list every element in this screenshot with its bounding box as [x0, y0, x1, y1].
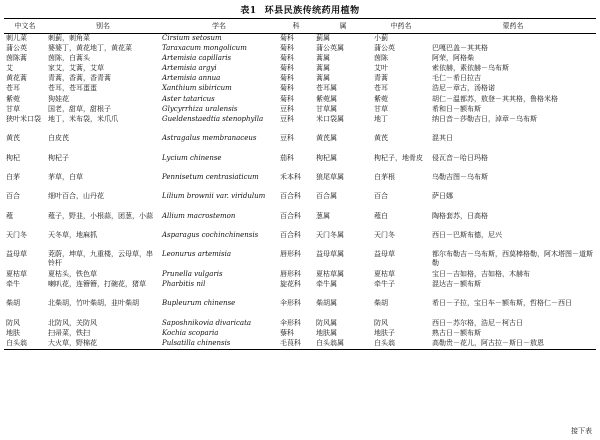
cell-scientific-name: Cirsium setosum [162, 34, 222, 42]
cell-mongolian-name: 浩尼－章古，汤格诺 [432, 84, 495, 93]
cell-family: 豆科 [280, 134, 294, 143]
cell-family: 菊科 [280, 94, 294, 103]
cell-mongolian-name: 纳日音－莎勒吉日，淖章－乌布斯 [432, 114, 537, 123]
cell-family: 菊科 [280, 74, 294, 83]
table-row [4, 270, 596, 280]
cell-mongolian-name: 乌勒吉图－乌布斯 [432, 172, 488, 181]
cell-mongolian-name: 阿荣，阿格柴 [432, 54, 474, 63]
cell-chinese-name: 蒲公英 [6, 44, 27, 53]
table-row [4, 173, 596, 192]
cell-genus: 狼尾草属 [316, 172, 344, 181]
table-row [4, 74, 596, 84]
cell-chinese-name: 益母草 [6, 250, 27, 259]
cell-chinese-name: 柴胡 [6, 299, 20, 308]
cell-chinese-name: 黄花蒿 [6, 74, 27, 83]
cell-alias: 天冬草，地麻抓 [48, 231, 97, 240]
cell-chinese-name: 百合 [6, 192, 20, 201]
cell-genus: 枸杞属 [316, 153, 337, 162]
cell-alias: 青蒿，香蒿，香青蒿 [48, 74, 111, 83]
cell-tcm-name: 防风 [374, 318, 388, 327]
cell-family: 菊科 [280, 64, 294, 73]
cell-genus: 牵牛属 [316, 279, 337, 288]
header-mongolian-name: 蒙药名 [430, 19, 596, 34]
cell-tcm-name: 柴胡 [374, 299, 388, 308]
cell-chinese-name: 紫菀 [6, 94, 20, 103]
cell-mongolian-name: 混其日 [432, 134, 453, 143]
cell-genus: 百合属 [316, 192, 337, 201]
table-row [4, 105, 596, 115]
cell-chinese-name: 黄芪 [6, 134, 20, 143]
cell-scientific-name: Artemisia annua [162, 74, 221, 83]
table-number: 表1 [240, 6, 257, 16]
cell-alias: 北防风，关防风 [48, 318, 97, 327]
cell-genus: 蒿属 [316, 54, 330, 63]
cell-tcm-name: 黄芪 [374, 134, 388, 143]
cell-scientific-name: Asparagus cochinchinensis [162, 231, 259, 240]
cell-genus: 葱属 [316, 211, 330, 220]
cell-scientific-name: Artemisia argyi [162, 64, 217, 73]
table-row [4, 154, 596, 173]
cell-chinese-name: 枸杞 [6, 153, 20, 162]
cell-alias: 刺蓟，刺角菜 [48, 34, 90, 42]
cell-genus: 黄芪属 [316, 134, 337, 143]
cell-tcm-name: 白头翁 [372, 339, 430, 350]
cell-mongolian-name: 宝日－吉如格，吉如格，木赫布 [432, 269, 530, 278]
cell-alias: 北柴胡，竹叶柴胡，韭叶柴胡 [48, 299, 139, 308]
cell-scientific-name: Artemisia capillaris [162, 54, 232, 63]
cell-genus: 蒿属 [316, 74, 330, 83]
header-alias: 别名 [46, 19, 160, 34]
cell-genus: 米口袋属 [316, 114, 344, 123]
cell-scientific-name: Pharbitis nil [162, 279, 206, 288]
table-row [4, 95, 596, 105]
cell-scientific-name: Saposhnikovia divaricata [162, 318, 252, 327]
plant-table [4, 18, 596, 350]
cell-mongolian-name: 巴嘎巴盖－其其格 [432, 44, 488, 53]
cell-scientific-name: Aster tataricus [162, 94, 215, 103]
header-tcm-name: 中药名 [372, 19, 430, 34]
cell-tcm-name: 天门冬 [374, 231, 395, 240]
cell-alias: 喇叭花，连簪簪，打碗花，猪草 [48, 279, 146, 288]
cell-chinese-name: 地肤 [6, 328, 20, 337]
cell-family: 菊科 [280, 54, 294, 63]
cell-chinese-name: 艾 [6, 64, 13, 73]
cell-chinese-name: 茵陈蒿 [6, 54, 27, 63]
table-caption: 环县民族传统药用植物 [264, 6, 360, 16]
cell-alias: 茅草，白草 [48, 172, 83, 181]
cell-alias: 苍耳，苍耳蛋蛋 [48, 84, 97, 93]
cell-scientific-name: Gueldenstaedtia stenophylla [162, 114, 264, 123]
cell-family: 豆科 [280, 114, 294, 123]
cell-alias: 茺蔚，坤草，九重楼，云母草，串铃杆 [48, 250, 153, 267]
cell-mongolian-name [430, 34, 596, 45]
cell-tcm-name: 牵牛子 [374, 279, 395, 288]
cell-chinese-name: 狭叶米口袋 [6, 114, 41, 123]
cell-alias: 大火草，野棉花 [46, 339, 160, 350]
cell-tcm-name: 百合 [374, 192, 388, 201]
cell-mongolian-name: 西日－巴斯布德，尼兴 [432, 231, 502, 240]
cell-alias: 地丁，米布袋，米爪爪 [48, 114, 118, 123]
cell-chinese-name: 防风 [6, 318, 20, 327]
cell-tcm-name: 小蓟 [374, 34, 388, 42]
cell-scientific-name: Glycyrrhiza uralensis [162, 104, 238, 113]
cell-scientific-name: Astragalus membranaceus [162, 134, 257, 143]
cell-genus: 紫菀属 [316, 94, 337, 103]
cell-family: 旋花科 [280, 279, 301, 288]
cell-scientific-name: Xanthium sibiricum [162, 84, 232, 93]
table-row [4, 212, 596, 231]
cell-mongolian-name: 侵瓦音－哈日玛格 [432, 153, 488, 162]
cell-mongolian-name: 希和日－额布斯 [432, 104, 481, 113]
cell-alias: 茵陈，白蒿头 [48, 54, 90, 63]
cell-mongolian-name: 高勒贵－花儿，阿古拉－斯日－敖恩 [430, 339, 596, 350]
header-chinese-name: 中文名 [4, 19, 46, 34]
cell-family: 禾本科 [280, 172, 301, 181]
cell-tcm-name: 地丁 [374, 114, 388, 123]
cell-alias: 狗娃花 [48, 94, 69, 103]
cell-mongolian-name: 索依赫，素依赫－乌布斯 [432, 64, 509, 73]
table-row [4, 34, 596, 45]
cell-family: 百合科 [280, 192, 301, 201]
header-family: 科 [278, 19, 314, 34]
cell-family: 唇形科 [280, 250, 301, 259]
cell-genus: 柴胡属 [316, 299, 337, 308]
cell-family: 豆科 [280, 104, 294, 113]
table-row [4, 64, 596, 74]
cell-scientific-name: Leonurus artemisia [162, 250, 232, 259]
table-row [4, 54, 596, 64]
cell-genus: 蒿属 [316, 64, 330, 73]
cell-alias: 扫帚菜，铁扫 [48, 328, 90, 337]
cell-mongolian-name: 希日－子拉，宝日车－额布斯，哲格仁－西日 [432, 299, 572, 308]
table-row [4, 192, 596, 211]
cell-tcm-name: 茵陈 [374, 54, 388, 63]
cell-tcm-name: 甘草 [374, 104, 388, 113]
cell-tcm-name: 青蒿 [374, 74, 388, 83]
cell-scientific-name: Kochia scoparia [162, 328, 219, 337]
cell-family: 茄科 [280, 153, 294, 162]
table-row [4, 84, 596, 94]
table-row [4, 329, 596, 339]
cell-alias: 夏枯头，铁色草 [48, 269, 97, 278]
cell-chinese-name: 白茅 [6, 172, 20, 181]
cell-alias: 家艾，艾蒿，艾草 [48, 64, 104, 73]
table-row [4, 339, 596, 350]
cell-family: 伞形科 [280, 299, 301, 308]
cell-mongolian-name: 胡仁－温都苏，敖登－其其格，鲁格米格 [432, 94, 558, 103]
cell-chinese-name: 夏枯草 [6, 269, 27, 278]
cell-scientific-name: Bupleurum chinense [162, 299, 236, 308]
cell-mongolian-name: 熟古日－额布斯 [432, 328, 481, 337]
cell-family: 百合科 [280, 231, 301, 240]
cell-family: 菊科 [280, 84, 294, 93]
cell-mongolian-name: 混达吉－额布斯 [432, 279, 481, 288]
cell-tcm-name: 益母草 [374, 250, 395, 259]
cell-family: 藜科 [280, 328, 294, 337]
cell-chinese-name: 苍耳 [6, 84, 20, 93]
cell-tcm-name: 夏枯草 [374, 269, 395, 278]
cell-family: 伞形科 [280, 318, 301, 327]
cell-genus: 地肤属 [316, 328, 337, 337]
cell-scientific-name: Lilium brownii var. viridulum [162, 192, 266, 201]
cell-scientific-name: Lycium chinense [162, 153, 222, 162]
cell-chinese-name: 刺儿菜 [6, 34, 27, 42]
header-row [4, 19, 596, 34]
cell-genus: 甘草属 [316, 104, 337, 113]
cell-tcm-name: 苍耳 [374, 84, 388, 93]
header-genus: 属 [314, 19, 372, 34]
cell-tcm-name: 枸杞子，地骨皮 [374, 153, 423, 162]
header-scientific-name: 学名 [160, 19, 278, 34]
cell-scientific-name: Pennisetum centrasiaticum [162, 172, 259, 181]
cell-family: 菊科 [280, 44, 294, 53]
cell-genus: 天门冬属 [316, 231, 344, 240]
cell-tcm-name: 薤白 [374, 211, 388, 220]
cell-mongolian-name: 陶格套苏，日高格 [432, 211, 488, 220]
cell-family: 菊科 [280, 34, 294, 42]
cell-chinese-name: 天门冬 [6, 231, 27, 240]
cell-genus: 夏枯草属 [316, 269, 344, 278]
cell-mongolian-name: 西日－苏尔格，浩尼－柯古日 [432, 318, 523, 327]
cell-alias: 薤子，野韭，小根蒜，团葱，小蒜 [48, 211, 153, 220]
cell-genus: 苍耳属 [316, 84, 337, 93]
cell-genus: 益母草属 [316, 250, 344, 259]
cell-chinese-name: 牵牛 [6, 279, 20, 288]
cell-family: 百合科 [280, 211, 301, 220]
table-title [0, 3, 600, 16]
cell-scientific-name: Allium macrostemon [162, 211, 236, 220]
table-row [4, 44, 596, 54]
cell-scientific-name: Pulsatilla chinensis [160, 339, 278, 350]
cell-alias: 婆婆丁，黄花地丁，黄花菜 [48, 44, 132, 53]
cell-tcm-name: 蒲公英 [374, 44, 395, 53]
cell-alias: 国老，甜草，甜根子 [48, 104, 111, 113]
table-row [4, 280, 596, 299]
cell-tcm-name: 地肤子 [374, 328, 395, 337]
cell-scientific-name: Prunella vulgaris [162, 269, 223, 278]
table-row [4, 231, 596, 250]
cell-mongolian-name: 都尔布勒吉－乌布斯，西莫棒格勒，阿木塔图－道斯勒 [432, 250, 593, 267]
cell-chinese-name: 甘草 [6, 104, 20, 113]
continued-note: 接下表 [571, 427, 592, 435]
cell-mongolian-name: 毛仁－希日拉吉 [432, 74, 481, 83]
cell-chinese-name: 薤 [6, 211, 13, 220]
cell-tcm-name: 白茅根 [374, 172, 395, 181]
cell-family: 唇形科 [280, 269, 301, 278]
table-row [4, 134, 596, 153]
table-row [4, 299, 596, 318]
cell-genus: 白头翁属 [314, 339, 372, 350]
cell-tcm-name: 艾叶 [374, 64, 388, 73]
cell-genus: 蒲公英属 [316, 44, 344, 53]
cell-alias: 细叶百合，山丹花 [48, 192, 104, 201]
table-row [4, 319, 596, 329]
cell-genus: 蓟属 [316, 34, 330, 42]
table-row [4, 250, 596, 269]
cell-alias: 白皮芪 [48, 134, 69, 143]
cell-genus: 防风属 [316, 318, 337, 327]
table-row [4, 115, 596, 134]
cell-tcm-name: 紫菀 [374, 94, 388, 103]
cell-alias: 枸杞子 [48, 153, 69, 162]
cell-family: 毛茛科 [278, 339, 314, 350]
cell-chinese-name: 白头翁 [4, 339, 46, 350]
cell-scientific-name: Taraxacum mongolicum [162, 44, 247, 53]
cell-mongolian-name: 萨日娜 [432, 192, 453, 201]
